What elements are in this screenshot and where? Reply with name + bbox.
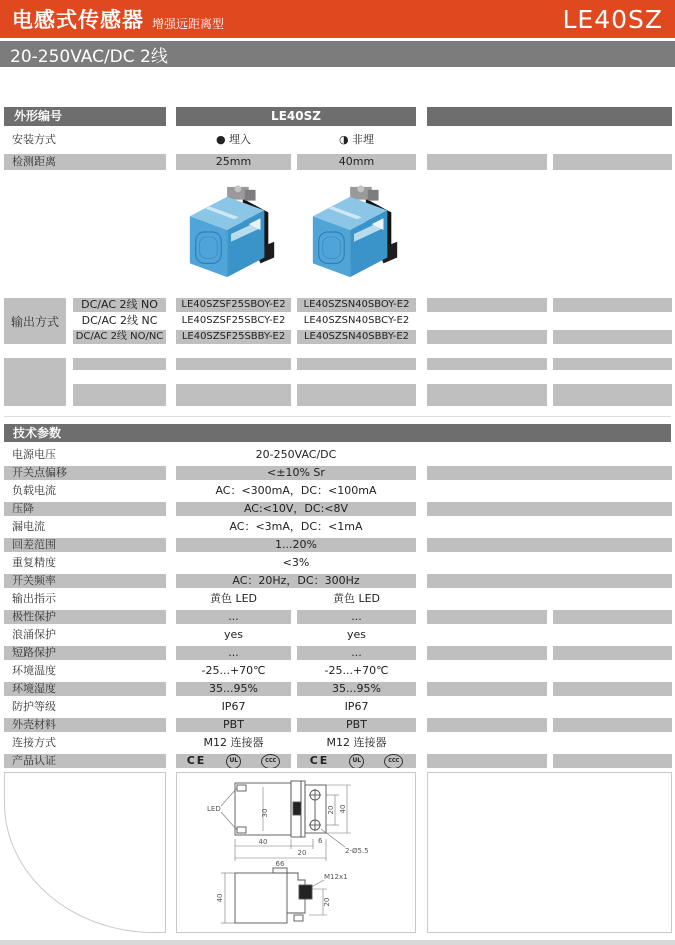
- bottom-section: [0, 772, 675, 936]
- param-empty: [427, 646, 547, 660]
- voltage-bar: [0, 41, 675, 67]
- param-row: [0, 448, 675, 462]
- spare-cell: [297, 384, 416, 406]
- dim-6: 6: [318, 837, 323, 845]
- ul-mark-icon: UL: [349, 754, 364, 768]
- param-label: 重复精度: [12, 556, 56, 569]
- param-row: [0, 484, 675, 498]
- dim-20-mid: 20: [297, 849, 307, 857]
- param-value: IP67: [221, 700, 246, 713]
- shape-header-row: [0, 107, 675, 126]
- output-empty: [427, 298, 547, 312]
- empty-drawing-box: [427, 772, 672, 933]
- param-empty: [553, 682, 672, 696]
- param-label: 输出指示: [12, 592, 56, 605]
- param-row: [0, 628, 675, 642]
- spare-row-2: [0, 384, 675, 406]
- output-type-block: [0, 298, 675, 344]
- param-row: [0, 718, 675, 732]
- param-label: 回差范围: [4, 538, 166, 552]
- decorative-corner-box: [4, 772, 166, 933]
- page-title: 电感式传感器: [12, 8, 144, 32]
- param-row: [0, 520, 675, 534]
- dim-40-side: 40: [216, 893, 224, 903]
- cert-icons: [176, 754, 291, 768]
- param-label: 短路保护: [4, 646, 166, 660]
- param-label: 漏电流: [12, 520, 45, 533]
- output-row-nonc: [0, 330, 675, 344]
- param-value: ...: [297, 646, 416, 660]
- param-empty: [553, 610, 672, 624]
- param-row: [0, 736, 675, 750]
- param-row: [0, 538, 675, 552]
- output-type-label: 输出方式: [4, 298, 66, 344]
- param-row: [0, 664, 675, 678]
- param-value: 35...95%: [297, 682, 416, 696]
- param-row: [0, 556, 675, 570]
- param-row: [0, 646, 675, 660]
- dim-66-total: 66: [275, 860, 285, 868]
- product-photo-nonflush: [305, 182, 407, 282]
- voltage-text: 20-250VAC/DC 2线: [10, 46, 168, 67]
- output-type: DC/AC 2线 NC: [81, 314, 158, 327]
- model-code: LE40SZSF25SBCY-E2: [181, 315, 286, 326]
- output-type: DC/AC 2线 NO: [73, 298, 166, 312]
- param-value: M12 连接器: [203, 736, 264, 749]
- param-label: 开关点偏移: [4, 466, 166, 480]
- param-value: PBT: [176, 718, 291, 732]
- param-label: 压降: [4, 502, 166, 516]
- param-label: 连接方式: [12, 736, 56, 749]
- page-bottom-edge: [0, 940, 675, 945]
- distance-empty-1: [427, 154, 547, 170]
- param-value: yes: [346, 628, 366, 641]
- param-label: 负载电流: [12, 484, 56, 497]
- dim-40-body: 40: [258, 838, 268, 846]
- install-row: [0, 132, 675, 148]
- param-value: -25...+70℃: [201, 664, 266, 677]
- param-label: 防护等级: [12, 700, 56, 713]
- spare-block: [0, 358, 675, 406]
- shape-value: LE40SZ: [176, 107, 416, 126]
- param-value: yes: [223, 628, 243, 641]
- param-value: -25...+70℃: [324, 664, 389, 677]
- distance-label: 检测距离: [4, 154, 166, 170]
- install-flush: ● 埋入: [215, 133, 252, 146]
- header-bar: [0, 0, 675, 38]
- spare-cell: [73, 358, 166, 370]
- output-empty: [427, 330, 547, 344]
- param-label: 浪涌保护: [12, 628, 56, 641]
- param-label: 产品认证: [4, 754, 166, 768]
- ce-mark-icon: CE: [309, 754, 330, 767]
- param-empty: [427, 718, 547, 732]
- install-label: 安装方式: [12, 133, 56, 146]
- param-value: IP67: [344, 700, 369, 713]
- param-value: AC:<10V，DC:<8V: [176, 502, 416, 516]
- param-value: ...: [176, 610, 291, 624]
- page-subtitle: 增强远距离型: [152, 16, 225, 31]
- param-row: [0, 700, 675, 714]
- drawing-led-label: LED: [207, 805, 221, 813]
- ce-mark-icon: CE: [186, 754, 207, 767]
- param-value: <3%: [282, 556, 310, 569]
- tech-section-title: 技术参数: [4, 424, 671, 442]
- dimension-drawing-box: [176, 772, 416, 933]
- install-nonflush: ◑ 非埋: [338, 133, 375, 146]
- param-empty: [553, 646, 672, 660]
- cert-icons: [297, 754, 416, 768]
- param-label: 极性保护: [4, 610, 166, 624]
- param-value: 黄色 LED: [332, 592, 381, 605]
- param-empty: [553, 754, 672, 768]
- model-code: LE40SZSN40SBOY-E2: [297, 298, 416, 312]
- output-empty: [553, 298, 672, 312]
- param-label: 电源电压: [12, 448, 56, 461]
- param-row: [0, 592, 675, 606]
- param-row: [0, 466, 675, 480]
- output-empty: [553, 330, 672, 344]
- param-value: 20-250VAC/DC: [255, 448, 337, 461]
- param-empty: [427, 466, 672, 480]
- param-label: 环境温度: [12, 664, 56, 677]
- spare-row-1: [0, 358, 675, 370]
- dimension-drawing: [177, 773, 415, 932]
- param-value: AC：<300mA，DC：<100mA: [215, 484, 377, 497]
- model-code: LE40SZSF25SBBY-E2: [176, 330, 291, 344]
- param-empty: [427, 538, 672, 552]
- dim-20-side: 20: [323, 897, 331, 907]
- distance-empty-2: [553, 154, 672, 170]
- section-divider: [4, 416, 671, 417]
- product-images-row: [0, 170, 675, 296]
- param-empty: [427, 574, 672, 588]
- shape-empty-header: [427, 107, 672, 126]
- distance-value-2: 40mm: [297, 154, 416, 170]
- param-empty: [427, 502, 672, 516]
- param-row-certs: [0, 754, 675, 768]
- spare-cell: [176, 384, 291, 406]
- product-photo-flush: [182, 182, 284, 282]
- param-value: AC：<3mA，DC：<1mA: [229, 520, 363, 533]
- dim-20-vert: 20: [327, 805, 335, 815]
- param-row: [0, 682, 675, 696]
- spare-cell: [427, 384, 547, 406]
- param-value: PBT: [297, 718, 416, 732]
- param-value: <±10% Sr: [176, 466, 416, 480]
- model-code: LE40SZSF25SBOY-E2: [176, 298, 291, 312]
- dim-holes-label: 2-Ø5.5: [345, 847, 369, 855]
- param-value: ...: [297, 610, 416, 624]
- param-label: 环境湿度: [4, 682, 166, 696]
- model-code: LE40SZSN40SBBY-E2: [297, 330, 416, 344]
- spare-cell: [73, 384, 166, 406]
- tech-table: [0, 448, 675, 768]
- output-type: DC/AC 2线 NO/NC: [73, 330, 166, 344]
- ccc-mark-icon: CCC: [384, 754, 403, 768]
- param-value: 1...20%: [176, 538, 416, 552]
- distance-row: [0, 154, 675, 170]
- output-row-nc: [0, 314, 675, 328]
- spare-cell: [553, 384, 672, 406]
- dim-30: 30: [261, 808, 269, 818]
- spare-cell: [176, 358, 291, 370]
- param-label: 外壳材料: [4, 718, 166, 732]
- param-row: [0, 610, 675, 624]
- param-empty: [427, 754, 547, 768]
- spare-cell: [427, 358, 547, 370]
- ccc-mark-icon: CCC: [261, 754, 280, 768]
- ul-mark-icon: UL: [226, 754, 241, 768]
- param-value: M12 连接器: [326, 736, 387, 749]
- param-label: 开关频率: [4, 574, 166, 588]
- dim-40-vert: 40: [339, 804, 347, 814]
- param-value: ...: [176, 646, 291, 660]
- thread-label: M12x1: [324, 873, 348, 881]
- param-row: [0, 574, 675, 588]
- param-value: 35...95%: [176, 682, 291, 696]
- spare-cell: [297, 358, 416, 370]
- output-row-no: [0, 298, 675, 312]
- param-row: [0, 502, 675, 516]
- model-number: LE40SZ: [562, 4, 663, 34]
- param-value: 黄色 LED: [209, 592, 258, 605]
- spare-cell: [553, 358, 672, 370]
- param-empty: [553, 718, 672, 732]
- param-value: AC：20Hz，DC：300Hz: [176, 574, 416, 588]
- param-empty: [427, 610, 547, 624]
- distance-value-1: 25mm: [176, 154, 291, 170]
- param-empty: [427, 682, 547, 696]
- shape-label: 外形编号: [4, 107, 166, 126]
- model-code: LE40SZSN40SBCY-E2: [303, 315, 410, 326]
